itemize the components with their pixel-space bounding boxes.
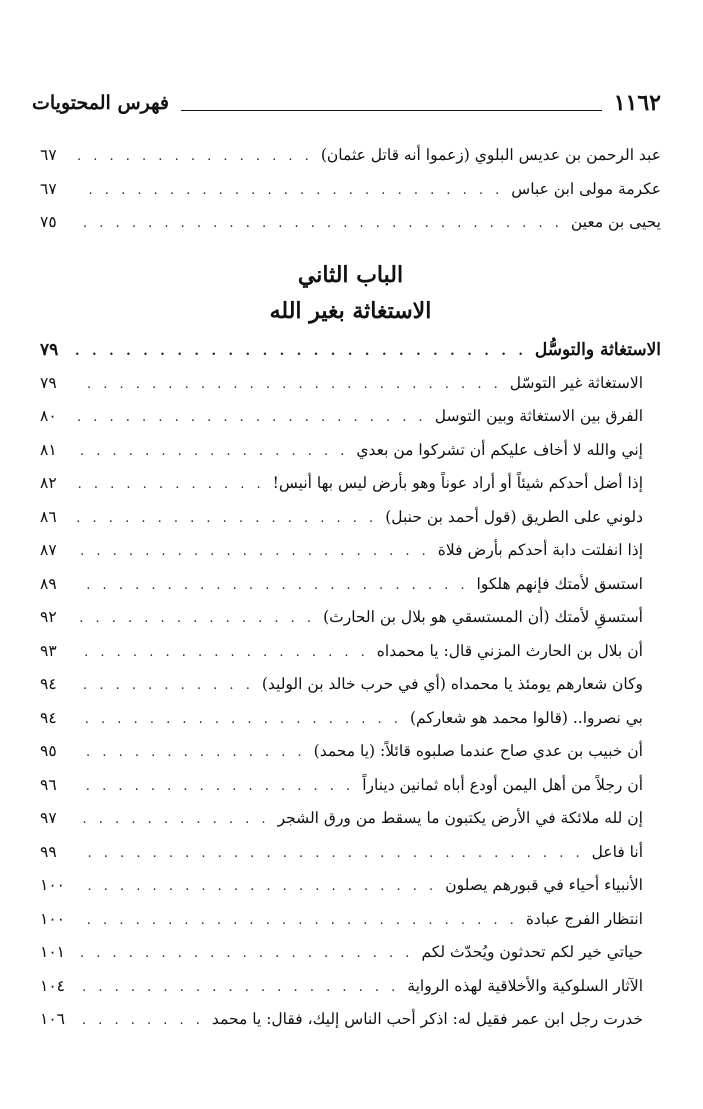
dot-leader bbox=[76, 149, 313, 164]
dot-leader bbox=[76, 611, 315, 626]
toc-page-number: ٩٤ bbox=[40, 675, 57, 693]
toc-page-number: ٩٥ bbox=[40, 742, 57, 760]
dot-leader bbox=[76, 779, 354, 794]
dot-leader bbox=[76, 879, 437, 894]
toc-entry-text: وكان شعارهم يومئذ يا محمداه (أي في حرب خالد بن الوليد) bbox=[261, 675, 643, 693]
dot-leader bbox=[76, 578, 469, 593]
toc-entry bbox=[40, 642, 661, 676]
toc-page-number: ٩٦ bbox=[40, 775, 57, 794]
toc-entry-text: الاستغاثة والتوسُّل bbox=[534, 340, 661, 360]
toc-entry bbox=[40, 146, 661, 180]
toc-entry-text: أن رجلاً من أهل اليمن أودع أباه ثمانين ديناراً bbox=[362, 775, 643, 794]
toc-page-number: ٨٦ bbox=[40, 507, 57, 526]
dot-leader bbox=[76, 846, 584, 861]
toc-page-number: ٩٩ bbox=[40, 842, 57, 861]
toc-entry-text: الاستغاثة غير التوسّل bbox=[509, 373, 643, 392]
toc-entry bbox=[40, 213, 661, 247]
dot-leader bbox=[76, 980, 399, 995]
toc-page-number: ٦٧ bbox=[40, 146, 57, 164]
toc-entry-text: انتظار الفرج عبادة bbox=[525, 909, 643, 928]
toc-page-number: ٩٤ bbox=[40, 708, 57, 727]
dot-leader bbox=[76, 377, 502, 392]
toc-entry-text: أن بلال بن الحارث المزني قال: يا محمداه bbox=[376, 641, 643, 660]
toc-entry-text: خدرت رجل ابن عمر فقيل له: اذكر أحب الناس إليك، فقال: يا محمد bbox=[211, 1010, 643, 1028]
toc-entry-text: إذا أضل أحدكم شيئاً أو أراد عوناً وهو بأرض ليس بها أنيس! bbox=[272, 474, 643, 492]
toc-entry bbox=[40, 1010, 661, 1044]
dot-leader bbox=[76, 183, 503, 198]
toc-heading-entry bbox=[40, 340, 661, 374]
toc-page-number: ١٠٠ bbox=[40, 909, 65, 928]
toc-entry-text: إن لله ملائكة في الأرض يكتبون ما يسقط من ورق الشجر bbox=[277, 809, 643, 827]
toc-page-number: ٨١ bbox=[40, 440, 57, 459]
toc-entry-text: عكرمة مولى ابن عباس bbox=[511, 179, 661, 198]
toc-entry bbox=[40, 441, 661, 475]
toc-entry-text: أنا فاعل bbox=[591, 842, 643, 861]
toc-page-number: ١٠٠ bbox=[40, 876, 65, 894]
dot-leader bbox=[76, 216, 563, 231]
toc-page-number: ٧٩ bbox=[40, 340, 59, 360]
toc-entry bbox=[40, 776, 661, 810]
toc-entry bbox=[40, 374, 661, 408]
toc-entry-text: أن خبيب بن عدي صاح عندما صلبوه قائلاً: (يا محمد) bbox=[313, 742, 643, 760]
toc-page-number: ١٠٤ bbox=[40, 976, 65, 995]
toc-entry-text: أستسقِ لأمتك (أن المستسقي هو بلال بن الحارث) bbox=[323, 608, 643, 626]
toc-entry bbox=[40, 910, 661, 944]
toc-entry-text: حياتي خير لكم تحدثون ويُحدّث لكم bbox=[421, 943, 643, 961]
toc-entry bbox=[40, 575, 661, 609]
toc-entry bbox=[40, 843, 661, 877]
dot-leader bbox=[76, 812, 270, 827]
toc-entry bbox=[40, 977, 661, 1011]
toc-entry-text: بي نصروا.. (قالوا محمد هو شعاركم) bbox=[409, 708, 643, 727]
toc-entry bbox=[40, 608, 661, 642]
toc-page-number: ٩٧ bbox=[40, 809, 57, 827]
toc-page-number: ٨٠ bbox=[40, 407, 57, 425]
dot-leader bbox=[76, 712, 402, 727]
toc-entry-text: دلوني على الطريق (قول أحمد بن حنبل) bbox=[385, 507, 643, 526]
toc-entry bbox=[40, 709, 661, 743]
toc-entry-text: عبد الرحمن بن عديس البلوي (زعموا أنه قاتل عثمان) bbox=[320, 146, 661, 164]
toc-page-number: ١٠١ bbox=[40, 943, 65, 961]
toc-entry-text: استسق لأمتك فإنهم هلكوا bbox=[476, 574, 643, 593]
toc-entry bbox=[40, 675, 661, 709]
toc-entry-text: الأنبياء أحياء في قبورهم يصلون bbox=[445, 876, 643, 894]
toc-entry-text: إذا انفلتت دابة أحدكم بأرض فلاة bbox=[437, 541, 643, 559]
dot-leader bbox=[76, 344, 527, 359]
toc-entry bbox=[40, 943, 661, 977]
toc-page-number: ١٠٦ bbox=[40, 1010, 65, 1028]
toc-entry-text: الآثار السلوكية والأخلاقية لهذه الرواية bbox=[407, 976, 643, 995]
toc-entry-text: إني والله لا أخاف عليكم أن تشركوا من بعدي bbox=[356, 440, 643, 459]
header-title: فهرس المحتويات bbox=[32, 92, 169, 114]
toc-entry bbox=[40, 541, 661, 575]
toc-list-top bbox=[40, 146, 661, 247]
chapter-subtitle: الاستغاثة بغير الله bbox=[269, 298, 432, 324]
dot-leader bbox=[76, 511, 377, 526]
toc-list-main bbox=[40, 340, 661, 1044]
toc-entry bbox=[40, 407, 661, 441]
dot-leader bbox=[76, 913, 518, 928]
header-rule bbox=[181, 110, 602, 111]
toc-entry bbox=[40, 742, 661, 776]
dot-leader bbox=[76, 477, 265, 492]
toc-entry bbox=[40, 876, 661, 910]
dot-leader bbox=[76, 745, 306, 760]
toc-page-number: ٨٧ bbox=[40, 541, 57, 559]
toc-entry bbox=[40, 474, 661, 508]
toc-page-number: ٦٧ bbox=[40, 179, 57, 198]
dot-leader bbox=[76, 678, 254, 693]
dot-leader bbox=[76, 645, 369, 660]
toc-entry bbox=[40, 809, 661, 843]
dot-leader bbox=[76, 410, 427, 425]
toc-page-number: ٩٢ bbox=[40, 608, 57, 626]
dot-leader bbox=[76, 444, 348, 459]
toc-page-number: ٨٩ bbox=[40, 574, 57, 593]
toc-entry-text: الفرق بين الاستغاثة وبين التوسل bbox=[434, 407, 643, 425]
toc-entry bbox=[40, 180, 661, 214]
dot-leader bbox=[76, 544, 430, 559]
toc-page-number: ٧٥ bbox=[40, 213, 57, 231]
chapter-title: الباب الثاني bbox=[297, 262, 404, 288]
toc-page-number: ٧٩ bbox=[40, 373, 57, 392]
toc-page-number: ٩٣ bbox=[40, 641, 57, 660]
page-header bbox=[32, 88, 661, 118]
toc-entry bbox=[40, 508, 661, 542]
toc-entry-text: يحيى بن معين bbox=[570, 213, 661, 231]
toc-page-number: ٨٢ bbox=[40, 474, 57, 492]
dot-leader bbox=[76, 1013, 204, 1028]
dot-leader bbox=[76, 946, 413, 961]
page-number: ١١٦٢ bbox=[613, 90, 661, 116]
